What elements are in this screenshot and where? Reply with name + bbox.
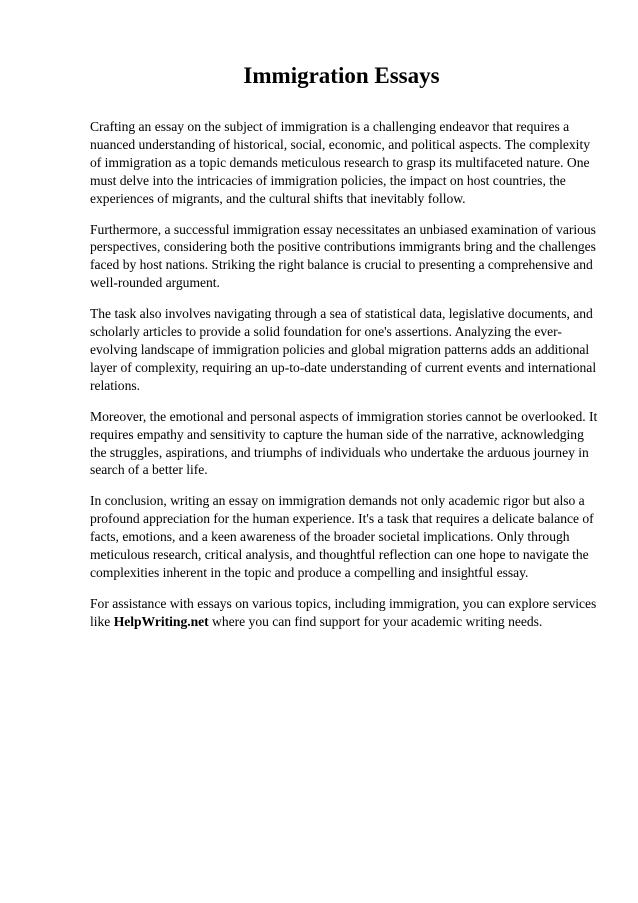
document-body: [90, 118, 602, 644]
page-title: Immigration Essays: [243, 63, 440, 88]
paragraph-emotional: Moreover, the emotional and personal aspects of immigration stories cannot be overlooked. It requires empathy and sensitivity to capture the human side of the narrative, acknowledging the struggles, aspirations, and triumphs of individuals who undertake the arduous journey in search of a better life.: [90, 408, 598, 478]
brand-link[interactable]: HelpWriting.net: [113, 613, 209, 629]
closing-text-after: where you can find support for your academic writing needs.: [208, 613, 543, 629]
closing-text-before: For assistance with essays on various topics, including immigration, you can explore services like: [90, 595, 597, 629]
paragraph-perspectives: Furthermore, a successful immigration essay necessitates an unbiased examination of various perspectives, considering both the positive contributions immigrants bring and the challenges faced by host nations. Striking the right balance is crucial to presenting a comprehensive and well-rounded argument.: [90, 221, 596, 291]
paragraph-closing: [90, 595, 602, 631]
paragraph-research: The task also involves navigating through a sea of statistical data, legislative documents, and scholarly articles to provide a solid foundation for one's assertions. Analyzing the ever-evolving landscape of immigration policies and global migration patterns adds an additional layer of complexity, requiring an up-to-date understanding of current events and international relations.: [90, 306, 597, 393]
paragraph-conclusion: In conclusion, writing an essay on immigration demands not only academic rigor but also a profound appreciation for the human experience. It's a task that requires a delicate balance of facts, emotions, and a keen awareness of the broader societal implications. Only through meticulous research, critical analysis, and thoughtful reflection can one hope to navigate the complexities inherent in the topic and produce a compelling and insightful essay.: [90, 493, 594, 580]
paragraph-intro: Crafting an essay on the subject of immigration is a challenging endeavor that requires a nuanced understanding of historical, social, economic, and political aspects. The complexity of immigration as a topic demands meticulous research to grasp its multifaceted nature. One must delve into the intricacies of immigration policies, the impact on host countries, the experiences of migrants, and the cultural shifts that inevitably follow.: [90, 119, 590, 206]
